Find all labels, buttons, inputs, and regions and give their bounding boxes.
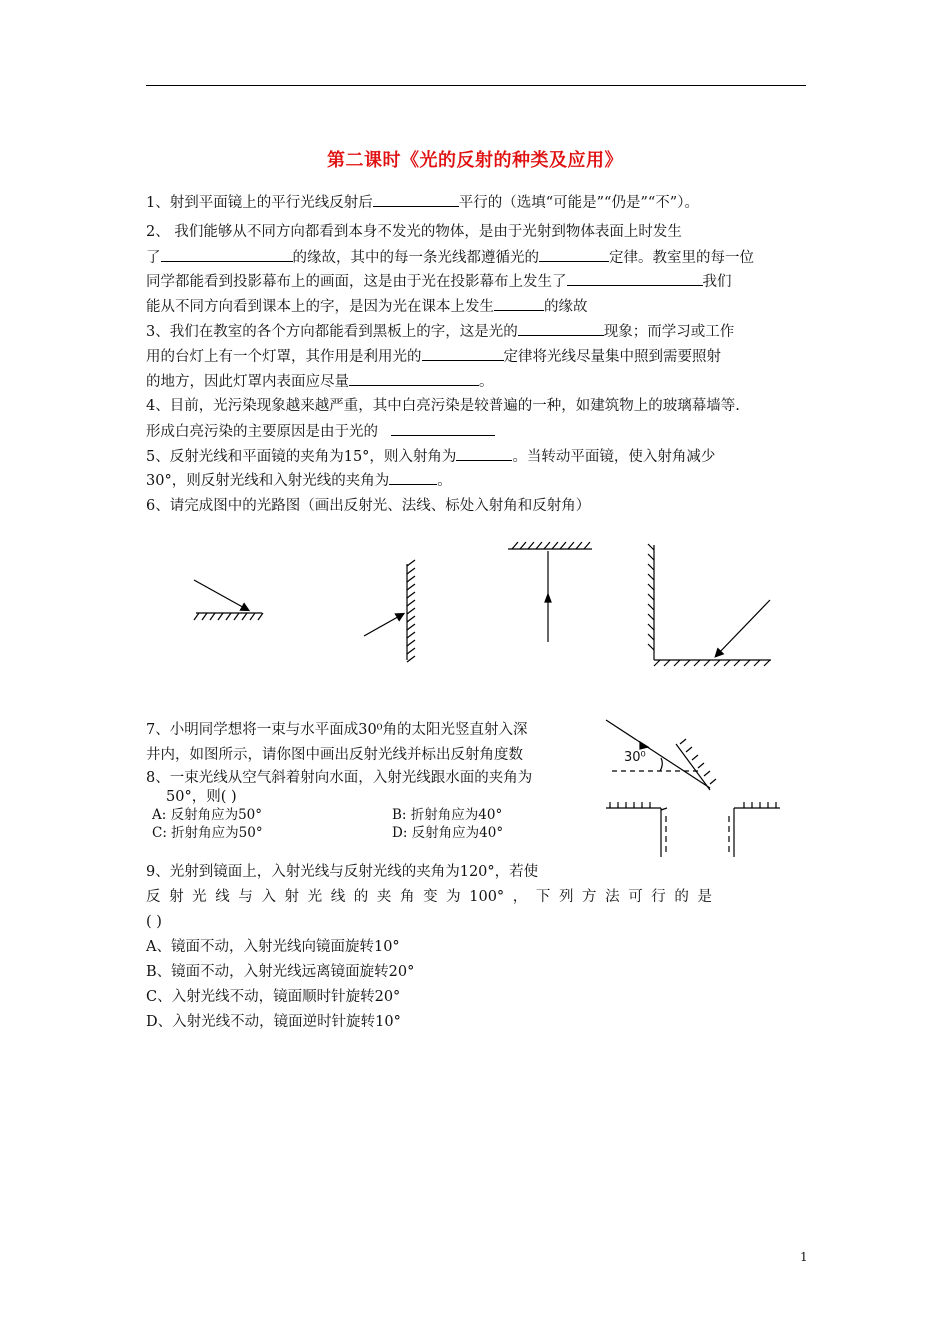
figure-2-vertical-mirror (364, 560, 415, 662)
question-1 (146, 192, 810, 213)
question-2-line-2 (146, 247, 810, 268)
q2-text-g: 的缘故 (544, 299, 588, 315)
question-5-line-2 (146, 470, 810, 491)
q3-text-b: 现象；而学习或工作 (603, 324, 735, 340)
question-2-line-3 (146, 271, 810, 292)
q3-text-a: 3、我们在教室的各个方向都能看到黑板上的字，这是光的 (146, 324, 518, 340)
question-2-line-1: 2、 我们能够从不同方向都看到本身不发光的物体，是由于光射到物体表面上时发生 (146, 224, 682, 240)
q1-text-a: 1、射到平面镜上的平行光线反射后 (146, 195, 373, 211)
figure-4-corner-mirror (648, 544, 771, 666)
q1-text-b: 平行的（选填“可能是”“仍是”“不”）。 (458, 195, 699, 211)
q9-option-a: A、镜面不动，入射光线向镜面旋转10° (146, 939, 400, 955)
question-9-line-1: 9、光射到镜面上，入射光线与反射光线的夹角为120°，若使 (146, 864, 539, 880)
q3-text-d: 定律将光线尽量集中照到需要照射 (503, 349, 721, 365)
q2-blank-3 (567, 271, 703, 286)
q7-figure-inclined-mirror (606, 720, 716, 790)
q5-text-d: 。 (437, 473, 452, 489)
question-3-line-3 (146, 371, 810, 392)
question-6: 6、请完成图中的光路图（画出反射光、法线、标处入射角和反射角） (146, 498, 591, 514)
q8-figure-mirrors (606, 802, 780, 857)
figure-1-horizontal-mirror (194, 580, 263, 620)
q5-text-a: 5、反射光线和平面镜的夹角为15°，则入射角为 (146, 449, 457, 465)
q5-blank-1 (456, 446, 512, 461)
question-9-line-3: ( ) (146, 914, 162, 930)
q3-blank-3 (349, 371, 479, 386)
q2-text-d: 同学都能看到投影幕布上的画面，这是由于光在投影幕布上发生了 (146, 274, 567, 290)
header-rule (146, 85, 806, 86)
question-8-line-2: 50°，则( ) (166, 789, 237, 805)
q1-blank (373, 192, 459, 207)
q2-blank-2 (539, 247, 609, 262)
q2-text-b: 的缘故，其中的每一条光线都遵循光的 (292, 250, 539, 266)
q2-text-a: 了 (146, 250, 161, 266)
q9-option-d: D、入射光线不动，镜面逆时针旋转10° (146, 1014, 401, 1030)
q5-blank-2 (389, 470, 437, 485)
q4-text: 形成白亮污染的主要原因是由于光的 (146, 424, 378, 440)
q9-option-c: C、入射光线不动，镜面顺时针旋转20° (146, 989, 401, 1005)
question-2-line-4 (146, 296, 810, 317)
question-7-line-1: 7、小明同学想将一束与水平面成30⁰角的太阳光竖直射入深 (146, 722, 528, 738)
page-title: 第二课时《光的反射的种类及应用》 (327, 150, 623, 171)
question-7-line-2: 井内，如图所示，请你图中画出反射光线并标出反射角度数 (146, 747, 523, 763)
question-5-line-1 (146, 446, 810, 467)
page-number: 1 (800, 1250, 808, 1264)
q3-blank-2 (422, 346, 504, 361)
question-8-line-1: 8、一束光线从空气斜着射向水面，入射光线跟水面的夹角为 (146, 770, 533, 786)
q3-text-e: 的地方，因此灯罩内表面应尽量 (146, 374, 349, 390)
q2-blank-1 (161, 247, 293, 262)
q2-text-e: 我们 (702, 274, 732, 290)
q8-option-d: D: 反射角应为40° (392, 825, 504, 841)
question-9-line-2: 反射光线与入射光线的夹角变为100°，下列方法可行的是 (146, 889, 712, 905)
q8-option-b: B: 折射角应为40° (392, 807, 503, 823)
question-3-line-1 (146, 321, 810, 342)
q9-option-b: B、镜面不动，入射光线远离镜面旋转20° (146, 964, 415, 980)
figure-3-ceiling-mirror (508, 542, 592, 642)
q3-blank-1 (518, 321, 604, 336)
question-4-line-2 (146, 421, 810, 442)
q5-text-c: 30°，则反射光线和入射光线的夹角为 (146, 473, 390, 489)
q7-angle-label: 30⁰ (624, 750, 646, 765)
q3-text-f: 。 (479, 374, 494, 390)
q3-text-c: 用的台灯上有一个灯罩，其作用是利用光的 (146, 349, 422, 365)
question-3-line-2 (146, 346, 810, 367)
q5-text-b: 。当转动平面镜，使入射角减少 (512, 449, 716, 465)
q8-option-a: A: 反射角应为50° (152, 807, 263, 823)
q2-text-f: 能从不同方向看到课本上的字，是因为光在课本上发生 (146, 299, 494, 315)
q8-option-c: C: 折射角应为50° (152, 825, 263, 841)
q2-blank-4 (494, 296, 544, 311)
question-4-line-1: 4、目前，光污染现象越来越严重，其中白亮污染是较普遍的一种，如建筑物上的玻璃幕墙等. (146, 398, 740, 414)
q4-blank (391, 421, 495, 436)
q2-text-c: 定律。教室里的每一位 (609, 250, 754, 266)
